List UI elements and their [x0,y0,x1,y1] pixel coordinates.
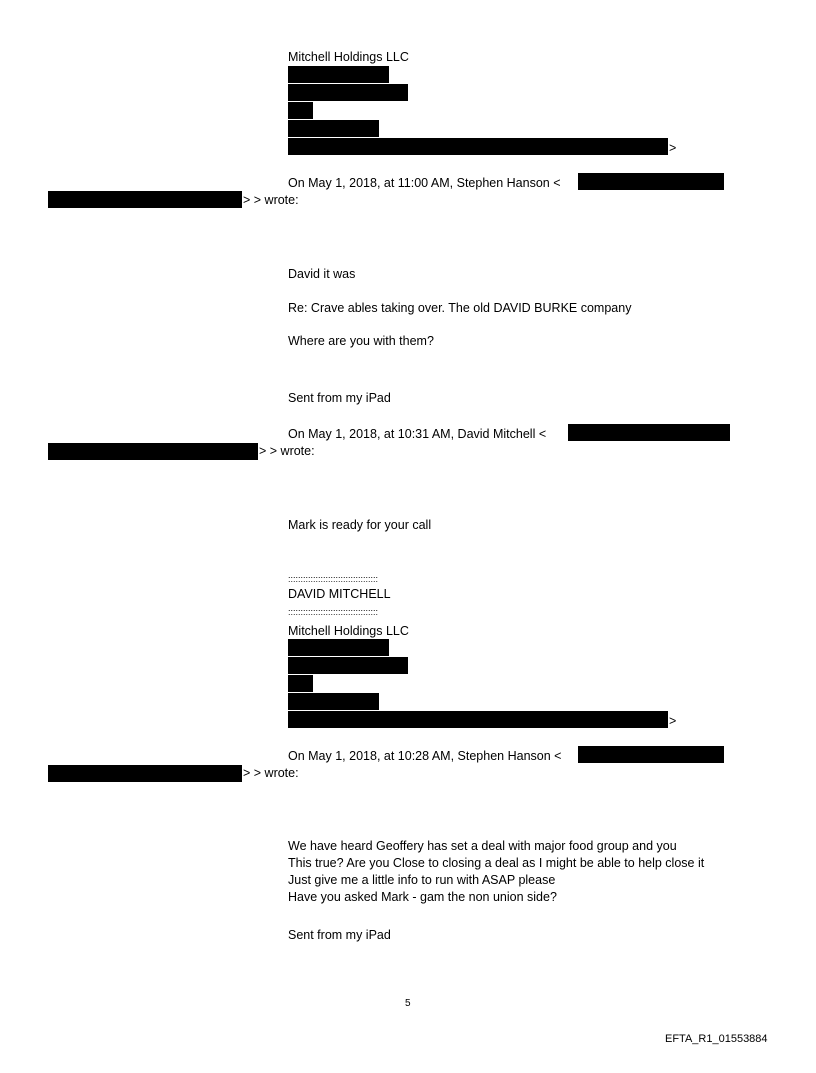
redaction-bar [288,84,408,101]
redaction-bar [288,102,313,119]
redaction-bar [288,657,408,674]
reply-header-wrote: > > wrote: [259,444,315,458]
redaction-bar [288,711,668,728]
redaction-bar [288,138,668,155]
email-bracket: > [669,141,677,155]
sent-from: Sent from my iPad [288,391,391,405]
reply-header: On May 1, 2018, at 10:28 AM, Stephen Hanson < [288,749,562,763]
reply-header-wrote: > > wrote: [243,766,299,780]
redaction-bar [288,675,313,692]
redaction-bar [288,639,389,656]
reply-header: On May 1, 2018, at 11:00 AM, Stephen Hanson < [288,176,561,190]
signature-separator: :::::::::::::::::::::::::::::::::::: [288,574,379,584]
company-name: Mitchell Holdings LLC [288,50,409,64]
redaction-bar [48,765,242,782]
redaction-bar [568,424,730,441]
email-bracket: > [669,714,677,728]
message-line: This true? Are you Close to closing a deal as I might be able to help close it [288,856,705,870]
document-id: EFTA_R1_01553884 [665,1033,768,1045]
sent-from: Sent from my iPad [288,928,391,942]
reply-header: On May 1, 2018, at 10:31 AM, David Mitchell < [288,427,547,441]
redaction-bar [48,443,258,460]
redaction-bar [288,66,389,83]
signature-name: DAVID MITCHELL [288,587,391,601]
redaction-bar [288,120,379,137]
page-number: 5 [405,998,411,1009]
signature-separator: :::::::::::::::::::::::::::::::::::: [288,607,379,617]
redaction-bar [578,173,724,190]
message-line: Where are you with them? [288,334,434,348]
company-name: Mitchell Holdings LLC [288,624,409,638]
redaction-bar [48,191,242,208]
reply-header-wrote: > > wrote: [243,193,299,207]
message-line: Just give me a little info to run with ASAP please [288,873,556,887]
redaction-bar [288,693,379,710]
message-line: We have heard Geoffery has set a deal with major food group and you [288,839,677,853]
message-line: Have you asked Mark - gam the non union side? [288,890,557,904]
message-line: Re: Crave ables taking over. The old DAVID BURKE company [288,301,632,315]
redaction-bar [578,746,724,763]
message-line: Mark is ready for your call [288,518,432,532]
message-line: David it was [288,267,356,281]
